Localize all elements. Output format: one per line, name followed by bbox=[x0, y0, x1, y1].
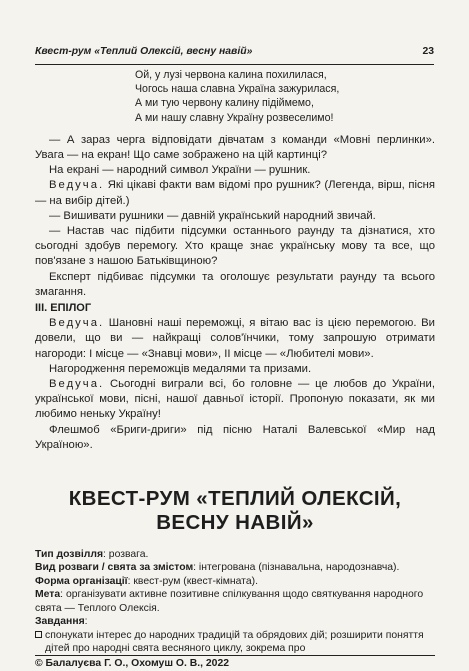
meta-leisure bbox=[35, 548, 435, 561]
meta-value: : bbox=[84, 616, 88, 628]
title-line: ВЕСНУ НАВІЙ» bbox=[156, 511, 314, 535]
poem-line: Чогось наша славна Україна зажурилася, bbox=[135, 83, 340, 96]
paragraph: Флешмоб «Бриги-дриги» під пісню Наталі Валевської «Мир над Україною». bbox=[35, 423, 435, 451]
meta-value: : організувати активне позитивне спілкування щодо святкування народного свята — Теплого Олексія. bbox=[35, 589, 424, 614]
paragraph bbox=[35, 316, 435, 362]
speaker-text: Які цікаві факти вам відомі про рушник? (Легенда, вірш, пісня — на вибір дітей.) bbox=[35, 179, 435, 207]
chapter-title bbox=[35, 487, 435, 535]
paragraph: — Вишивати рушники — давній український народний звичай. bbox=[49, 209, 376, 222]
meta-label: Завдання bbox=[35, 616, 85, 628]
paragraph bbox=[35, 178, 435, 208]
paragraph bbox=[35, 377, 435, 423]
meta-value: : квест-рум (квест-кімната). bbox=[127, 575, 258, 587]
meta-form bbox=[35, 575, 435, 588]
meta-label: Мета bbox=[35, 589, 61, 601]
body-text bbox=[35, 64, 435, 671]
event-metadata bbox=[35, 548, 435, 671]
task-text: спонукати інтерес до народних традицій та обрядових дій; розширити поняття дітей про народні свята весняного циклу, зокрема про bbox=[45, 629, 424, 654]
poem-line: Ой, у лузі червона калина похилилася, bbox=[135, 69, 327, 81]
meta-value: : інтегрована (пізнавальна, народознавча). bbox=[193, 562, 400, 574]
task-item bbox=[35, 629, 435, 656]
poem-line: А ми тую червону калину підіймемо, bbox=[135, 97, 314, 110]
meta-kind bbox=[35, 561, 435, 574]
paragraph: — Настав час підбити підсумки останнього раунду та дізнатися, хто сьогодні здобув перемогу. Хто краще знає українську мову та все, що пов'язане з нашою Батьківщиною? bbox=[35, 225, 435, 268]
poem-line: А ми нашу славну Україну розвеселимо! bbox=[135, 111, 334, 124]
copyright: © Балалуєва Г. О., Охомуш О. В., 2022 bbox=[35, 655, 435, 670]
paragraph: На екрані — народний символ України — рушник. bbox=[49, 164, 311, 177]
checkbox-bullet-icon bbox=[35, 629, 45, 642]
meta-tasks bbox=[35, 615, 435, 628]
speaker-text: Сьогодні виграли всі, бо головне — це любов до України, української мови, пісні, нашої давньої історії. Пропоную показати, як ми любимо неньку Україну! bbox=[35, 378, 435, 421]
running-head: Квест-рум «Теплий Олексій, весну навій» bbox=[35, 46, 253, 57]
speaker-text: Шановні наші переможці, я вітаю вас із цією перемогою. Ви довели, що ви — найкращі солов'їнчики, тому запрошую отримати нагороди: І місце — «Знавці мови», ІІ місце — «Любителі мови». bbox=[35, 317, 435, 360]
poem bbox=[35, 68, 435, 125]
meta-goal bbox=[35, 588, 435, 615]
meta-label: Тип дозвілля bbox=[35, 549, 104, 561]
page-header bbox=[35, 46, 434, 65]
page-number: 23 bbox=[422, 46, 434, 57]
title-line: КВЕСТ-РУМ «ТЕПЛИЙ ОЛЕКСІЙ, bbox=[68, 487, 402, 511]
section-heading-epilogue: III. ЕПІЛОГ bbox=[35, 302, 92, 315]
speaker-label: Ведуча. bbox=[49, 317, 105, 330]
speaker-label: Ведуча. bbox=[49, 378, 105, 391]
meta-label: Вид розваги / свята за змістом bbox=[35, 562, 194, 574]
paragraph: Нагородження переможців медалями та призами. bbox=[49, 362, 312, 375]
meta-value: : розвага. bbox=[103, 549, 149, 561]
paragraph: Експерт підбиває підсумки та оголошує результати раунду та всього змагання. bbox=[35, 270, 435, 298]
meta-label: Форма організації bbox=[35, 575, 128, 587]
speaker-label: Ведуча. bbox=[49, 179, 105, 192]
paragraph: — А зараз черга відповідати дівчатам з команди «Мовні перлинки». Увага — на екран! Що саме зображено на цій картинці? bbox=[35, 133, 435, 162]
